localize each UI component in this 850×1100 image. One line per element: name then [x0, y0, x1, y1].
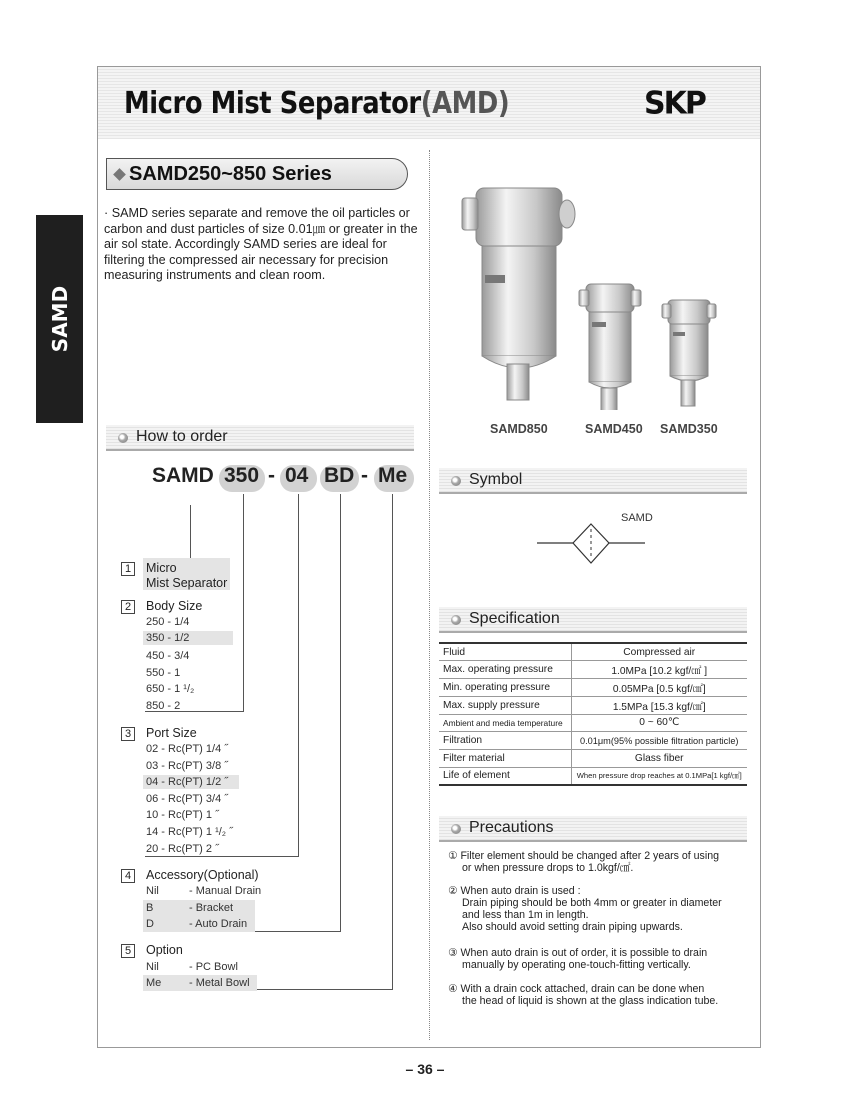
table-row: [439, 696, 747, 714]
code-dash-2: -: [361, 464, 368, 487]
precaution-line: Drain piping should be both 4mm or greater in diameter: [462, 897, 722, 909]
filter-symbol: [535, 520, 647, 568]
bullet-icon: [451, 824, 461, 834]
table-row: [439, 767, 747, 785]
option-code: Nil: [146, 961, 159, 973]
spec-key: Ambient and media temperature: [439, 714, 571, 732]
bullet-icon: [451, 476, 461, 486]
precaution-line: Also should avoid setting drain piping upwards.: [462, 921, 683, 933]
spec-value: Glass fiber: [571, 750, 747, 768]
samd350-unit: [662, 300, 716, 406]
spec-value: 0.05MPa [0.5 kgf/㎠]: [571, 679, 747, 697]
precautions-bar: [439, 816, 747, 842]
item-number: 3: [121, 727, 135, 741]
table-row: [439, 679, 747, 697]
precautions-heading: Precautions: [469, 819, 554, 836]
option-title: Option: [146, 943, 183, 957]
table-row: [439, 661, 747, 679]
port-size-item: 06 - Rc(PT) 3/4 ˝: [146, 793, 228, 805]
page-title: Micro Mist Separator(AMD): [124, 86, 510, 121]
spec-value: 1.0MPa [10.2 kgf/㎠ ]: [571, 661, 747, 679]
product-caption: SAMD850: [490, 422, 548, 436]
precaution-item: [448, 885, 753, 933]
code-dash-1: -: [268, 464, 275, 487]
number-marker: ①: [448, 850, 458, 862]
precaution-line: When auto drain is out of order, it is possible to drain: [460, 947, 708, 959]
spec-key: Min. operating pressure: [439, 679, 571, 697]
specification-bar: [439, 607, 747, 633]
series-heading: [106, 158, 408, 190]
precaution-item: [448, 983, 753, 1007]
precaution-line: and less than 1m in length.: [462, 909, 589, 921]
accessory-code: D: [146, 918, 154, 930]
connector-line: [340, 494, 341, 932]
body-size-item: 450 - 3/4: [146, 650, 190, 662]
number-marker: ④: [448, 983, 458, 995]
item-number: 5: [121, 944, 135, 958]
option-desc: - Metal Bowl: [189, 977, 250, 989]
body-size-item: 550 - 1: [146, 667, 181, 679]
code-size: 350: [224, 464, 260, 487]
item-number: 1: [121, 562, 135, 576]
number-marker: ③: [448, 947, 458, 959]
series-title: SAMD250~850 Series: [129, 163, 332, 185]
option-desc: - PC Bowl: [189, 961, 238, 973]
body-size-item: 650 - 1 ¹/₂: [146, 683, 195, 695]
samd850-unit: [462, 188, 575, 400]
precaution-line: or when pressure drops to 1.0kgf/㎠.: [462, 862, 634, 874]
spec-table: [439, 642, 747, 786]
table-row: [439, 714, 747, 732]
symbol-label: SAMD: [621, 512, 653, 524]
code-option: Me: [378, 464, 408, 487]
skp-logo: SKP: [644, 85, 705, 122]
accessory-code: B: [146, 902, 154, 914]
spec-key: Fluid: [439, 643, 571, 661]
page-number: – 36 –: [405, 1061, 445, 1077]
intro-text: · SAMD series separate and remove the oil particles or carbon and dust particles of size 0.01㎛ or greater in the air sol state. Accordingly SAMD series are ideal for filtering the compressed air necessary for precision measuring instruments and clean room.: [104, 206, 418, 282]
item-number: 2: [121, 600, 135, 614]
table-row: [439, 750, 747, 768]
spec-value: 0.01μm(95% possible filtration particle): [571, 732, 747, 750]
how-to-order-bar: [106, 425, 414, 451]
code-prefix: SAMD: [152, 464, 214, 487]
product-caption: SAMD450: [585, 422, 643, 436]
bullet-icon: [451, 615, 461, 625]
connector-line: [392, 494, 393, 990]
precaution-line: manually by operating one-touch-fitting vertically.: [462, 959, 691, 971]
spec-key: Life of element: [439, 767, 571, 785]
micro-label: Micro: [146, 561, 177, 575]
product-photo: [455, 180, 745, 410]
accessory-title: Accessory(Optional): [146, 868, 259, 882]
item-number: 4: [121, 869, 135, 883]
body-size-item: 850 - 2: [146, 700, 181, 712]
bullet-icon: [118, 433, 128, 443]
spec-value: When pressure drop reaches at 0.1MPa[1 kgf/㎠]: [571, 767, 747, 785]
diamond-icon: [113, 168, 126, 181]
port-size-item: 02 - Rc(PT) 1/4 ˝: [146, 743, 228, 755]
precaution-item: [448, 850, 753, 874]
mist-separator-label: Mist Separator: [146, 576, 228, 590]
precaution-line: the head of liquid is shown at the glass indication tube.: [462, 995, 719, 1007]
accessory-code: Nil: [146, 885, 159, 897]
accessory-desc: - Auto Drain: [189, 918, 248, 930]
port-size-item: 04 - Rc(PT) 1/2 ˝: [146, 776, 228, 788]
table-row: [439, 732, 747, 750]
connector-line: [298, 494, 299, 857]
precaution-line: Filter element should be changed after 2 years of using: [460, 850, 719, 862]
spec-key: Max. operating pressure: [439, 661, 571, 679]
spec-value: 0 ~ 60℃: [571, 714, 747, 732]
connector-line: [145, 856, 299, 857]
code-port: 04: [285, 464, 309, 487]
port-size-item: 20 - Rc(PT) 2 ˝: [146, 843, 219, 855]
how-to-order-heading: How to order: [136, 428, 228, 445]
option-code: Me: [146, 977, 162, 989]
spec-key: Filter material: [439, 750, 571, 768]
port-size-item: 03 - Rc(PT) 3/8 ˝: [146, 760, 228, 772]
code-accessory: BD: [324, 464, 355, 487]
side-tab: SAMD: [36, 215, 83, 423]
body-size-item: 350 - 1/2: [146, 632, 190, 644]
table-row: [439, 643, 747, 661]
precaution-line: When auto drain is used :: [460, 885, 581, 897]
spec-value: Compressed air: [571, 643, 747, 661]
connector-line: [243, 494, 244, 712]
body-size-item: 250 - 1/4: [146, 616, 190, 628]
spec-key: Filtration: [439, 732, 571, 750]
port-size-title: Port Size: [146, 726, 197, 740]
product-caption: SAMD350: [660, 422, 718, 436]
samd450-unit: [579, 284, 641, 410]
symbol-bar: [439, 468, 747, 494]
accessory-desc: - Manual Drain: [189, 885, 262, 897]
port-size-item: 10 - Rc(PT) 1 ˝: [146, 809, 219, 821]
number-marker: ②: [448, 885, 458, 897]
specification-heading: Specification: [469, 610, 560, 627]
spec-key: Max. supply pressure: [439, 696, 571, 714]
column-divider: [429, 150, 430, 1040]
spec-value: 1.5MPa [15.3 kgf/㎠]: [571, 696, 747, 714]
precaution-line: With a drain cock attached, drain can be done when: [460, 983, 705, 995]
connector-line: [190, 505, 191, 558]
accessory-desc: - Bracket: [189, 902, 234, 914]
symbol-heading: Symbol: [469, 471, 523, 488]
precaution-item: [448, 947, 753, 971]
body-size-title: Body Size: [146, 599, 203, 613]
port-size-item: 14 - Rc(PT) 1 ¹/₂ ˝: [146, 826, 233, 838]
